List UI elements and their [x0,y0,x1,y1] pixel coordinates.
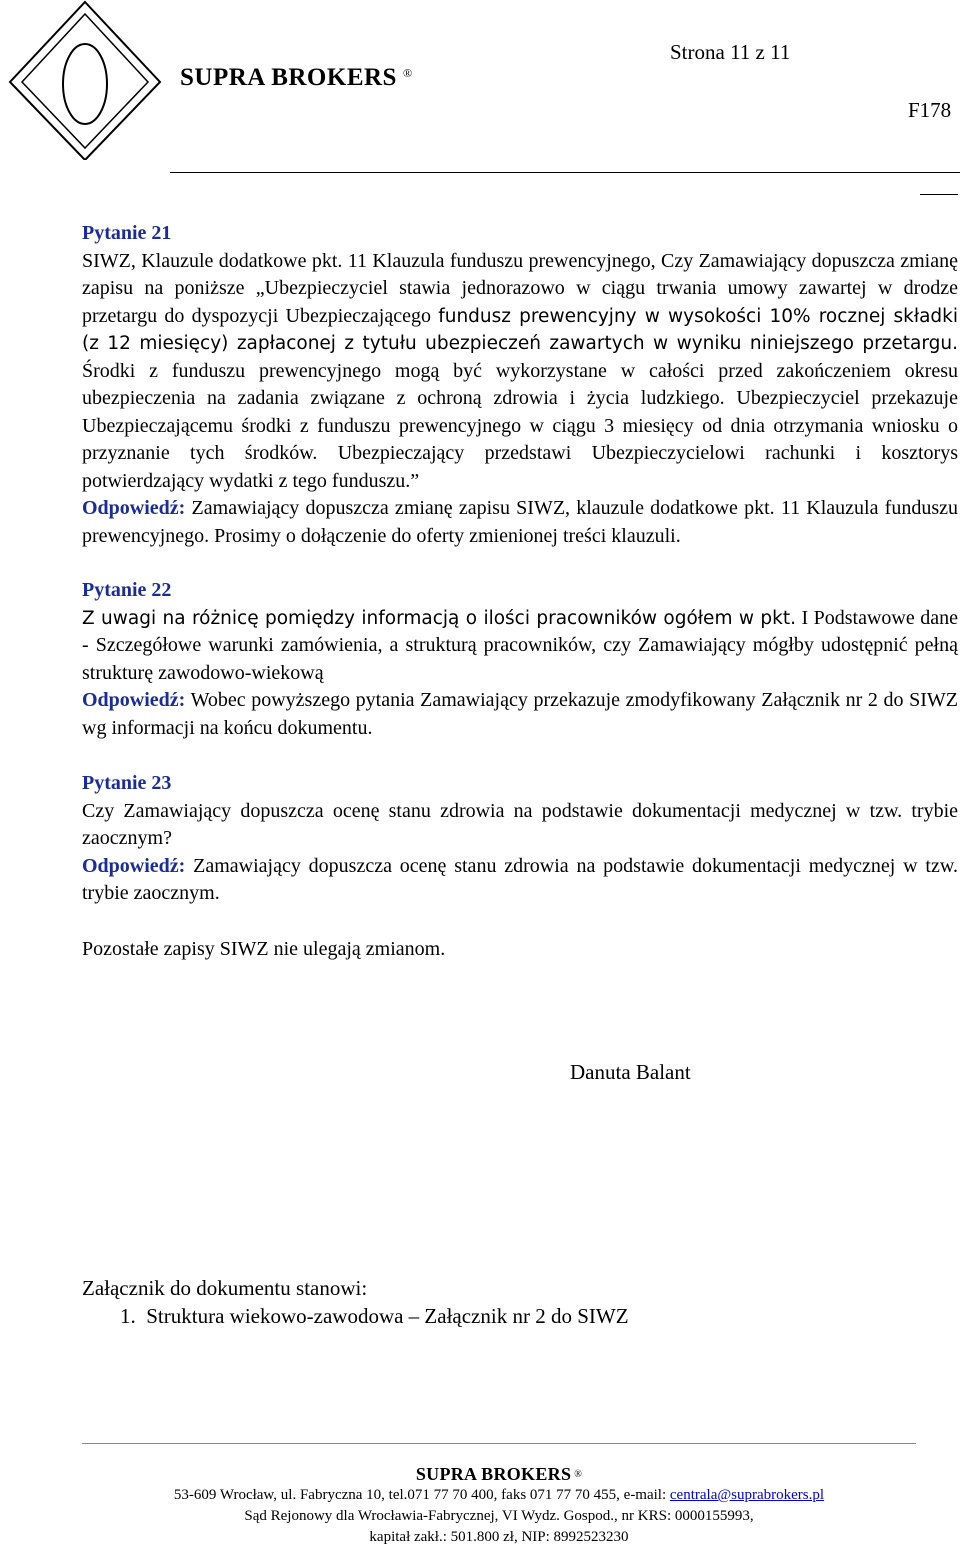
signature-name: Danuta Balant [570,1060,691,1084]
header-tick-divider [920,194,958,195]
answer-label: Odpowiedź: [82,689,186,711]
question-23-title: Pytanie 23 [82,772,172,794]
question-23-answer: Odpowiedź: Zamawiający dopuszcza ocenę stanu zdrowia na podstawie dokumentacji medycznej w tzw. trybie zaocznym. [82,854,958,904]
attachment-item: 1. Struktura wiekowo-zawodowa – Załącznik nr 2 do SIWZ [120,1304,629,1328]
brand-name: SUPRA BROKERS ® [180,64,413,91]
question-21 [82,220,958,550]
page-number: Strona 11 z 11 [670,40,791,64]
question-23 [82,770,958,908]
question-22 [82,577,958,742]
question-21-title: Pytanie 21 [82,222,172,244]
footer-court: Sąd Rejonowy dla Wrocławia-Fabrycznej, VI Wydz. Gospod., nr KRS: 0000155993, [244,1508,754,1524]
header-divider [170,172,960,173]
attachments-label: Załącznik do dokumentu stanowi: [82,1276,368,1300]
closing-statement: Pozostałe zapisy SIWZ nie ulegają zmianom. [82,937,446,960]
footer-email-link[interactable]: centrala@suprabrokers.pl [669,1487,825,1503]
answer-label: Odpowiedź: [82,854,186,877]
document-body [82,220,958,963]
registered-mark: ® [402,66,413,80]
footer-capital: kapitał zakł.: 501.800 zł, NIP: 8992523230 [369,1529,629,1545]
question-22-text: Z uwagi na różnicę pomiędzy informacją o ilości pracowników ogółem w pkt. I Podstawowe dane - Szczegółowe warunki zamówienia, a strukturą pracowników, czy Zamawiający mógłby udostępnić pełną strukturę zawodowo-wiekową [82,606,958,684]
question-22-answer: Odpowiedź: Wobec powyższego pytania Zamawiający przekazuje zmodyfikowany Załącznik nr 2 do SIWZ wg informacji na końcu dokumentu. [82,689,959,739]
question-21-text: SIWZ, Klauzule dodatkowe pkt. 11 Klauzula funduszu prewencyjnego, Czy Zamawiający dopuszcza zmianę zapisu na poniższe „Ubezpieczyciel stawia jednorazowo w ciągu trwania umowy zawartej w drodze przetargu do dyspozycji Ubezpieczającego fundusz prewencyjny w wysokości 10% rocznej składki (z 12 miesięcy) zapłaconej z tytułu ubezpieczeń zawartych w wyniku niniejszego przetargu. Środki z funduszu prewencyjnego mogą być wykorzystane w całości przed zakończeniem okresu ubezpieczenia na zadania związane z ochroną zdrowia i życia ludzkiego. Ubezpieczyciel przekazuje Ubezpieczającemu środki z funduszu prewencyjnego w ciągu 3 miesięcy od dnia otrzymania wniosku o przyznanie tych środków. Ubezpieczający przedstawi Ubezpieczycielowi rachunki i kosztorys potwierdzający wydatki z tego funduszu.” [82,249,959,492]
answer-label: Odpowiedź: [82,497,186,519]
footer [82,1464,916,1548]
footer-registered-mark: ® [574,1469,583,1480]
footer-brand: SUPRA BROKERS ® [415,1464,583,1484]
question-21-answer: Odpowiedź: Zamawiający dopuszcza zmianę zapisu SIWZ, klauzule dodatkowe pkt. 11 Klauzula funduszu prewencyjnego. Prosimy o dołączenie do oferty zmienionej treści klauzuli. [82,497,959,547]
footer-address: 53-609 Wrocław, ul. Fabryczna 10, tel.071 77 70 400, faks 071 77 70 455, e-mail: centrala@suprabrokers.pl [173,1487,825,1503]
question-23-text: Czy Zamawiający dopuszcza ocenę stanu zdrowia na podstawie dokumentacji medycznej w tzw. trybie zaocznym? [82,799,958,849]
company-logo [0,0,170,160]
document-code: F178 [908,98,952,122]
question-22-title: Pytanie 22 [82,579,172,601]
footer-divider [82,1443,916,1444]
